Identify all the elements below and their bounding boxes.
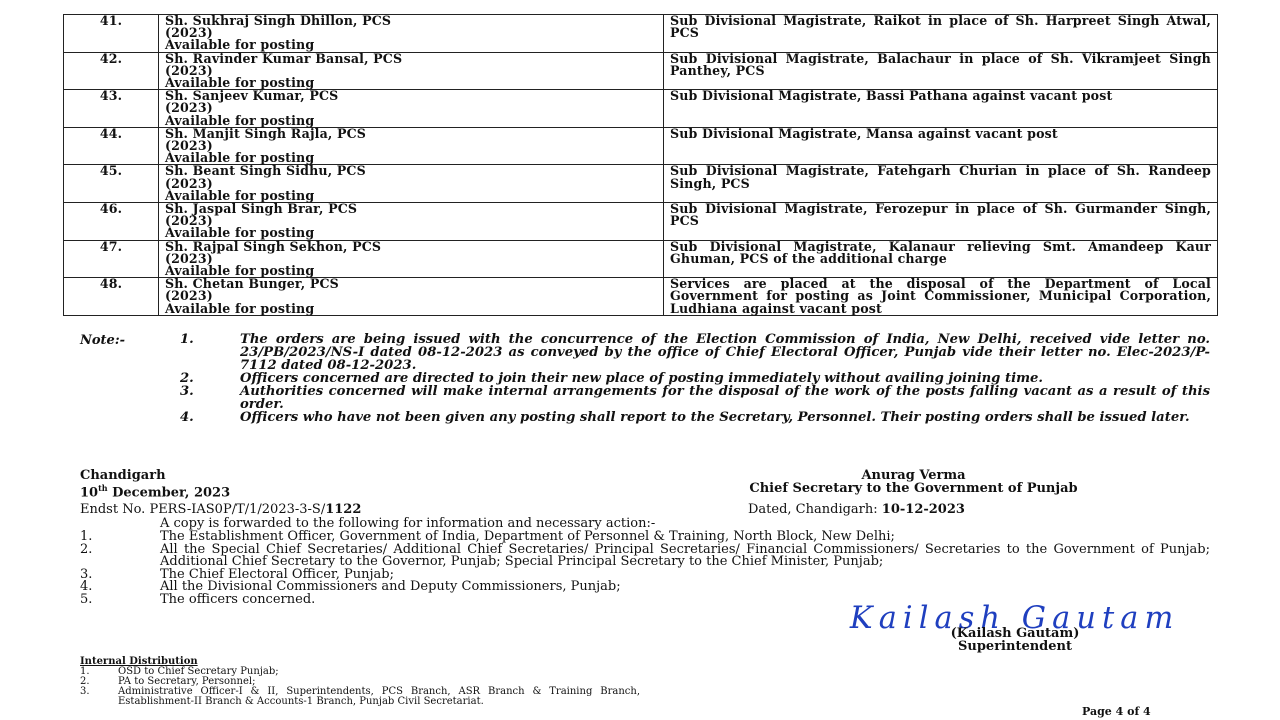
- serial-number: 47.: [64, 240, 159, 278]
- posting-cell: Sub Divisional Magistrate, Fatehgarh Churian in place of Sh. Randeep Singh, PCS: [664, 165, 1218, 203]
- serial-number: 46.: [64, 203, 159, 241]
- internal-number: 2.: [80, 676, 90, 687]
- serial-number: 48.: [64, 278, 159, 316]
- officer-cell: [159, 90, 664, 128]
- internal-number: 3.: [80, 686, 90, 697]
- officer-line: Sh. Ravinder Kumar Bansal, PCS: [165, 50, 403, 66]
- internal-number: 1.: [80, 666, 90, 677]
- note-item: [80, 385, 1210, 411]
- officer-line: (2023): [165, 100, 213, 116]
- table-row: [64, 240, 1218, 278]
- note-label: Note:-: [80, 333, 126, 348]
- officer-line: (2023): [165, 213, 213, 229]
- list-text: The Chief Electoral Officer, Punjab;: [160, 566, 394, 582]
- serial-number: 44.: [64, 127, 159, 165]
- officer-line: Available for posting: [165, 225, 315, 241]
- officer-line: Available for posting: [165, 112, 315, 128]
- date-rest: December, 2023: [107, 485, 231, 501]
- officer-line: Available for posting: [165, 150, 315, 166]
- internal-item: [80, 687, 640, 707]
- officer-cell: [159, 52, 664, 90]
- date-day: 10: [80, 485, 99, 501]
- serial-number: 45.: [64, 165, 159, 203]
- list-number: 2.: [80, 541, 93, 557]
- note-text: Officers who have not been given any posting shall report to the Secretary, Personnel. Their posting orders shall be issued later.: [240, 410, 1190, 425]
- internal-text: Administrative Officer-I & II, Superintendents, PCS Branch, ASR Branch & Training Branch, Establishment-II Branch & Accounts-1 Branch, Punjab Civil Secretariat.: [118, 686, 640, 707]
- officer-line: Sh. Sukhraj Singh Dhillon, PCS: [165, 13, 392, 28]
- officer-cell: [159, 165, 664, 203]
- officer-cell: [159, 278, 664, 316]
- superintendent-title: Superintendent: [958, 639, 1072, 654]
- table-row: [64, 278, 1218, 316]
- postings-table: [63, 14, 1218, 316]
- copy-intro: A copy is forwarded to the following for information and necessary action:-: [160, 516, 656, 531]
- table-row: [64, 15, 1218, 53]
- officer-cell: [159, 15, 664, 53]
- officer-line: (2023): [165, 288, 213, 304]
- dated-value: 10-12-2023: [881, 502, 965, 517]
- officer-line: Sh. Jaspal Singh Brar, PCS: [165, 201, 358, 217]
- dated-prefix: Dated, Chandigarh:: [748, 502, 882, 517]
- endst-prefix: Endst No. PERS-IAS0P/T/1/2023-3-S/: [80, 502, 326, 517]
- internal-text: PA to Secretary, Personnel;: [118, 676, 256, 687]
- officer-line: Sh. Chetan Bunger, PCS: [165, 276, 339, 292]
- table-row: [64, 90, 1218, 128]
- issue-place: Chandigarh: [80, 468, 166, 483]
- note-text: Officers concerned are directed to join their new place of posting immediately without availing joining time.: [240, 371, 1044, 386]
- date-suffix: th: [98, 483, 108, 493]
- notes-section: [80, 333, 1210, 424]
- table-row: [64, 127, 1218, 165]
- officer-cell: [159, 203, 664, 241]
- officer-line: Sh. Sanjeev Kumar, PCS: [165, 88, 339, 104]
- list-number: 3.: [80, 566, 93, 582]
- officer-cell: [159, 240, 664, 278]
- superintendent-name: (Kailash Gautam): [950, 626, 1080, 641]
- officer-line: (2023): [165, 138, 213, 154]
- copy-list: [80, 531, 1210, 606]
- officer-line: Sh. Beant Singh Sidhu, PCS: [165, 163, 366, 179]
- officer-cell: [159, 127, 664, 165]
- posting-cell: Sub Divisional Magistrate, Mansa against vacant post: [664, 127, 1218, 165]
- officer-line: Available for posting: [165, 300, 315, 316]
- officer-line: Available for posting: [165, 263, 315, 279]
- officer-line: Available for posting: [165, 37, 315, 53]
- internal-text: OSD to Chief Secretary Punjab;: [118, 666, 279, 677]
- signatory-name: Anurag Verma: [861, 468, 966, 483]
- list-item: [80, 541, 1210, 569]
- list-text: The officers concerned.: [160, 591, 316, 607]
- endst-num: 1122: [325, 502, 362, 517]
- list-number: 4.: [80, 579, 93, 594]
- list-number: 1.: [80, 529, 93, 544]
- internal-heading: Internal Distribution: [80, 656, 198, 667]
- posting-cell: Sub Divisional Magistrate, Balachaur in place of Sh. Vikramjeet Singh Panthey, PCS: [664, 52, 1218, 90]
- internal-distribution: [80, 657, 640, 707]
- list-number: 5.: [80, 591, 93, 607]
- posting-cell: Sub Divisional Magistrate, Kalanaur relieving Smt. Amandeep Kaur Ghuman, PCS of the additional charge: [664, 240, 1218, 278]
- page-number: Page 4 of 4: [1082, 705, 1151, 718]
- posting-cell: Sub Divisional Magistrate, Ferozepur in place of Sh. Gurmander Singh, PCS: [664, 203, 1218, 241]
- officer-line: Available for posting: [165, 187, 315, 203]
- note-number: 4.: [180, 410, 194, 425]
- note-number: 3.: [180, 384, 194, 399]
- issue-date: [80, 482, 230, 500]
- signatory-title: Chief Secretary to the Government of Punjab: [749, 481, 1078, 496]
- officer-line: (2023): [165, 25, 213, 41]
- serial-number: 43.: [64, 90, 159, 128]
- officer-line: Available for posting: [165, 75, 315, 91]
- note-number: 2.: [180, 371, 194, 386]
- note-item: [80, 411, 1210, 424]
- endorsement-number: [80, 503, 361, 516]
- officer-line: (2023): [165, 62, 213, 78]
- list-text: All the Special Chief Secretaries/ Additional Chief Secretaries/ Principal Secretaries/ Financial Commissioners/ Secretaries to the Government of Punjab; Additional Chief Secretary to the Governor, Punjab; Special Principal Secretary to the Chief Minister, Punjab;: [160, 541, 1210, 569]
- list-text: All the Divisional Commissioners and Deputy Commissioners, Punjab;: [160, 579, 621, 594]
- posting-cell: Sub Divisional Magistrate, Bassi Pathana against vacant post: [664, 90, 1218, 128]
- serial-number: 42.: [64, 52, 159, 90]
- endorsement-date: [748, 503, 965, 516]
- table-row: [64, 52, 1218, 90]
- posting-cell: Sub Divisional Magistrate, Raikot in place of Sh. Harpreet Singh Atwal, PCS: [664, 15, 1218, 53]
- note-text: Authorities concerned will make internal arrangements for the disposal of the work of the posts falling vacant as a result of this order.: [240, 384, 1210, 412]
- serial-number: 41.: [64, 15, 159, 53]
- note-item: [80, 333, 1210, 372]
- posting-cell: Services are placed at the disposal of the Department of Local Government for posting as Joint Commissioner, Municipal Corporation, Ludhiana against vacant post: [664, 278, 1218, 316]
- note-number: 1.: [180, 332, 194, 347]
- officer-line: (2023): [165, 250, 213, 266]
- table-row: [64, 165, 1218, 203]
- list-text: The Establishment Officer, Government of India, Department of Personnel & Training, North Block, New Delhi;: [160, 529, 895, 544]
- table-row: [64, 203, 1218, 241]
- signature-text: Kailash Gautam: [849, 600, 1174, 637]
- officer-line: (2023): [165, 175, 213, 191]
- officer-line: Sh. Manjit Singh Rajla, PCS: [165, 125, 367, 141]
- officer-line: Sh. Rajpal Singh Sekhon, PCS: [165, 238, 382, 254]
- note-text: The orders are being issued with the concurrence of the Election Commission of India, New Delhi, received vide letter no. 23/PB/2023/NS-I dated 08-12-2023 as conveyed by the office of Chief Electoral Officer, Punjab vide their letter no. Elec-2023/P-7112 dated 08-12-2023.: [240, 332, 1210, 373]
